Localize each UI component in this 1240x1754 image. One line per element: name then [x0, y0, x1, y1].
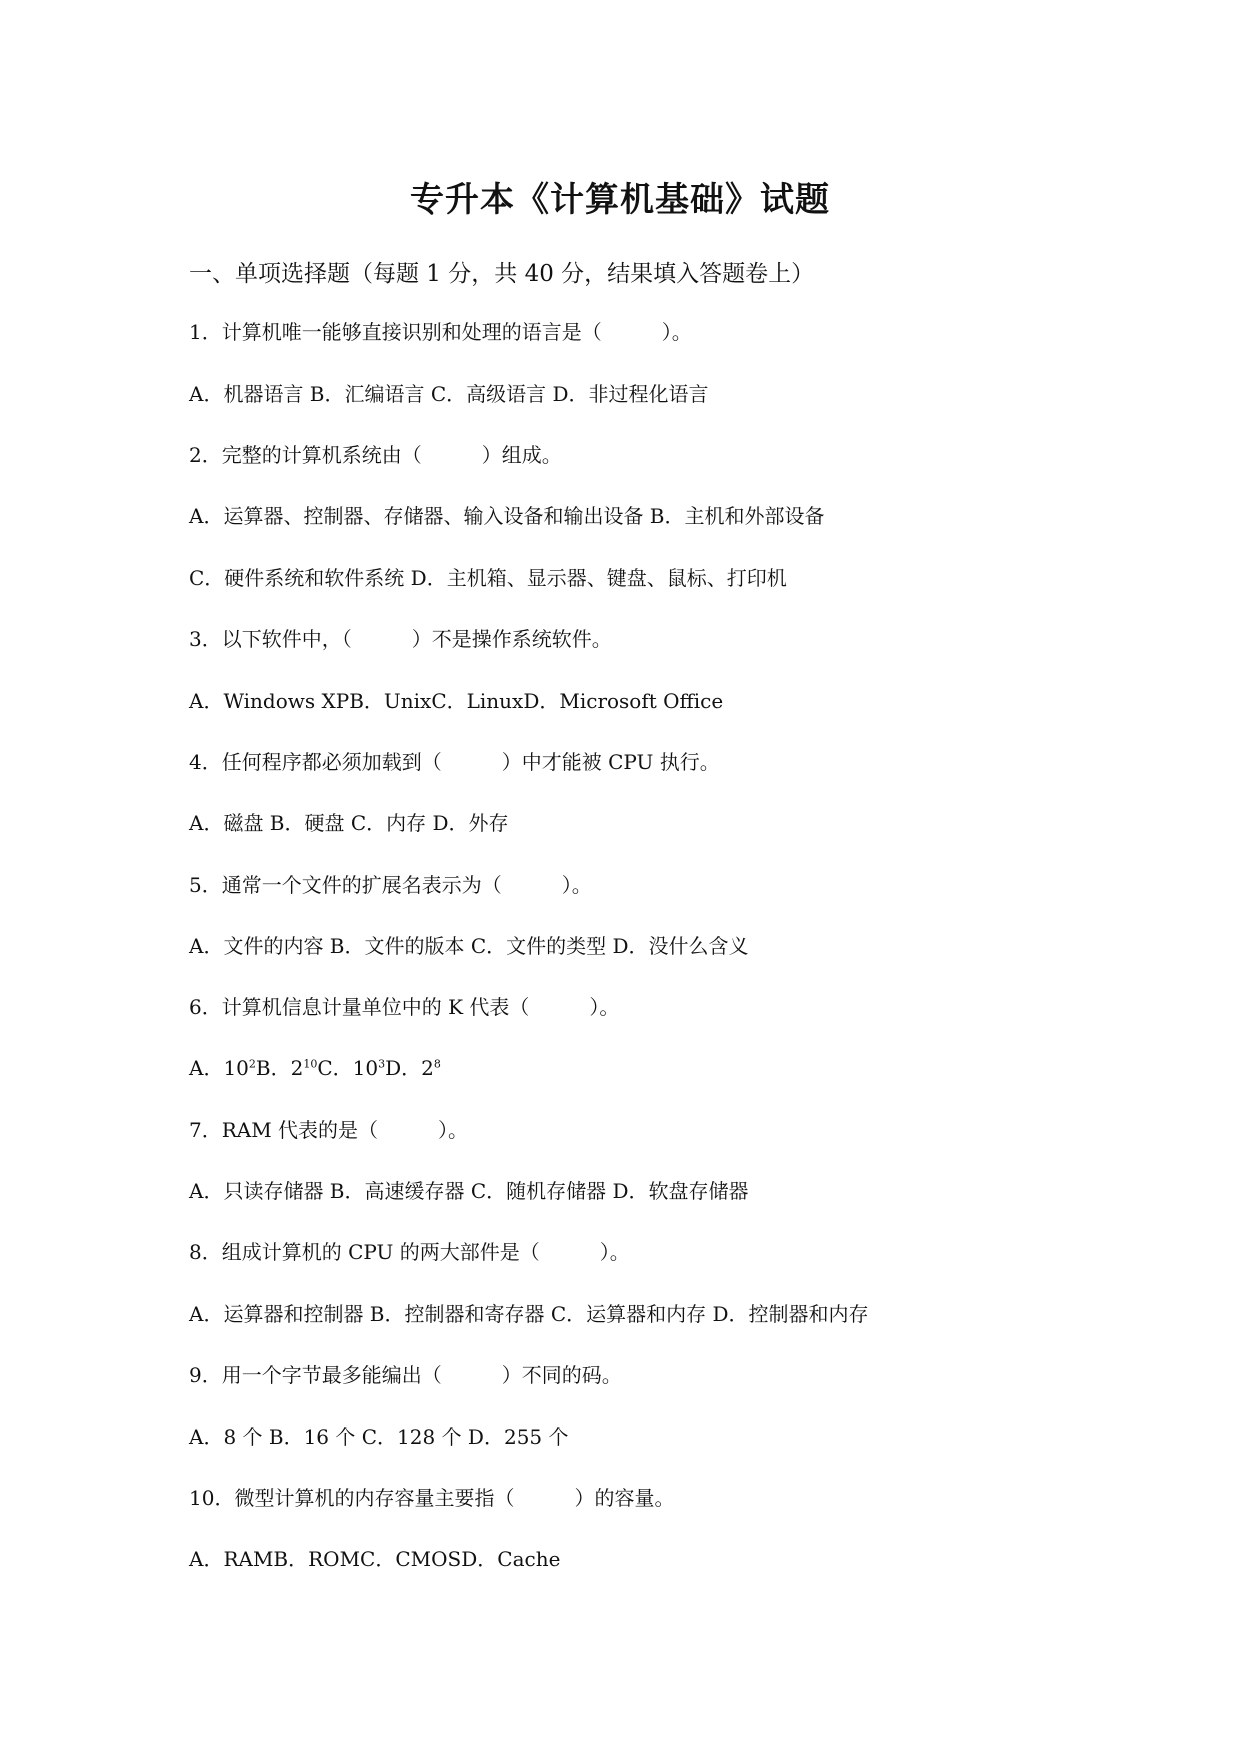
- question-9: 9．用一个字节最多能编出（ ）不同的码。: [189, 1363, 622, 1387]
- section-heading: 一、单项选择题（每题 1 分，共 40 分，结果填入答题卷上）: [189, 261, 815, 287]
- question-3-options: A．Windows XPB．UnixC．LinuxD．Microsoft Office: [189, 689, 724, 713]
- question-1-options: A．机器语言 B．汇编语言 C．高级语言 D．非过程化语言: [189, 382, 709, 406]
- question-6-options: [189, 1054, 441, 1082]
- option-a: A．10: [189, 1056, 249, 1080]
- question-5: 5．通常一个文件的扩展名表示为（ ）。: [189, 873, 592, 897]
- question-5-options: A．文件的内容 B．文件的版本 C．文件的类型 D．没什么含义: [189, 934, 749, 958]
- question-8-options: A．运算器和控制器 B．控制器和寄存器 C．运算器和内存 D．控制器和内存: [189, 1302, 869, 1326]
- option-d: D．2: [385, 1056, 434, 1080]
- question-8: 8．组成计算机的 CPU 的两大部件是（ ）。: [189, 1240, 630, 1264]
- question-1: 1．计算机唯一能够直接识别和处理的语言是（ ）。: [189, 320, 692, 344]
- page-title: 专升本《计算机基础》试题: [410, 180, 830, 220]
- question-4: 4．任何程序都必须加载到（ ）中才能被 CPU 执行。: [189, 750, 720, 774]
- option-a-exponent: 2: [248, 1057, 256, 1071]
- option-d-exponent: 8: [433, 1057, 441, 1071]
- question-4-options: A．磁盘 B．硬盘 C．内存 D．外存: [189, 811, 509, 835]
- option-b: B．2: [255, 1056, 304, 1080]
- option-b-exponent: 10: [303, 1057, 318, 1071]
- question-9-options: A．8 个 B．16 个 C．128 个 D．255 个: [189, 1425, 569, 1449]
- option-c: C．10: [317, 1056, 379, 1080]
- question-3: 3．以下软件中，（ ）不是操作系统软件。: [189, 627, 612, 651]
- question-7-options: A．只读存储器 B．高速缓存器 C．随机存储器 D．软盘存储器: [189, 1179, 749, 1203]
- question-10-options: A．RAMB．ROMC．CMOSD．Cache: [189, 1547, 561, 1571]
- question-2: 2．完整的计算机系统由（ ）组成。: [189, 443, 562, 467]
- question-7: 7．RAM 代表的是（ ）。: [189, 1118, 469, 1142]
- question-10: 10．微型计算机的内存容量主要指（ ）的容量。: [189, 1486, 675, 1510]
- question-2-options-cont: C．硬件系统和软件系统 D．主机箱、显示器、键盘、鼠标、打印机: [189, 566, 787, 590]
- option-c-exponent: 3: [378, 1057, 386, 1071]
- question-6: 6．计算机信息计量单位中的 K 代表（ ）。: [189, 995, 620, 1019]
- question-2-options: A．运算器、控制器、存储器、输入设备和输出设备 B．主机和外部设备: [189, 504, 825, 528]
